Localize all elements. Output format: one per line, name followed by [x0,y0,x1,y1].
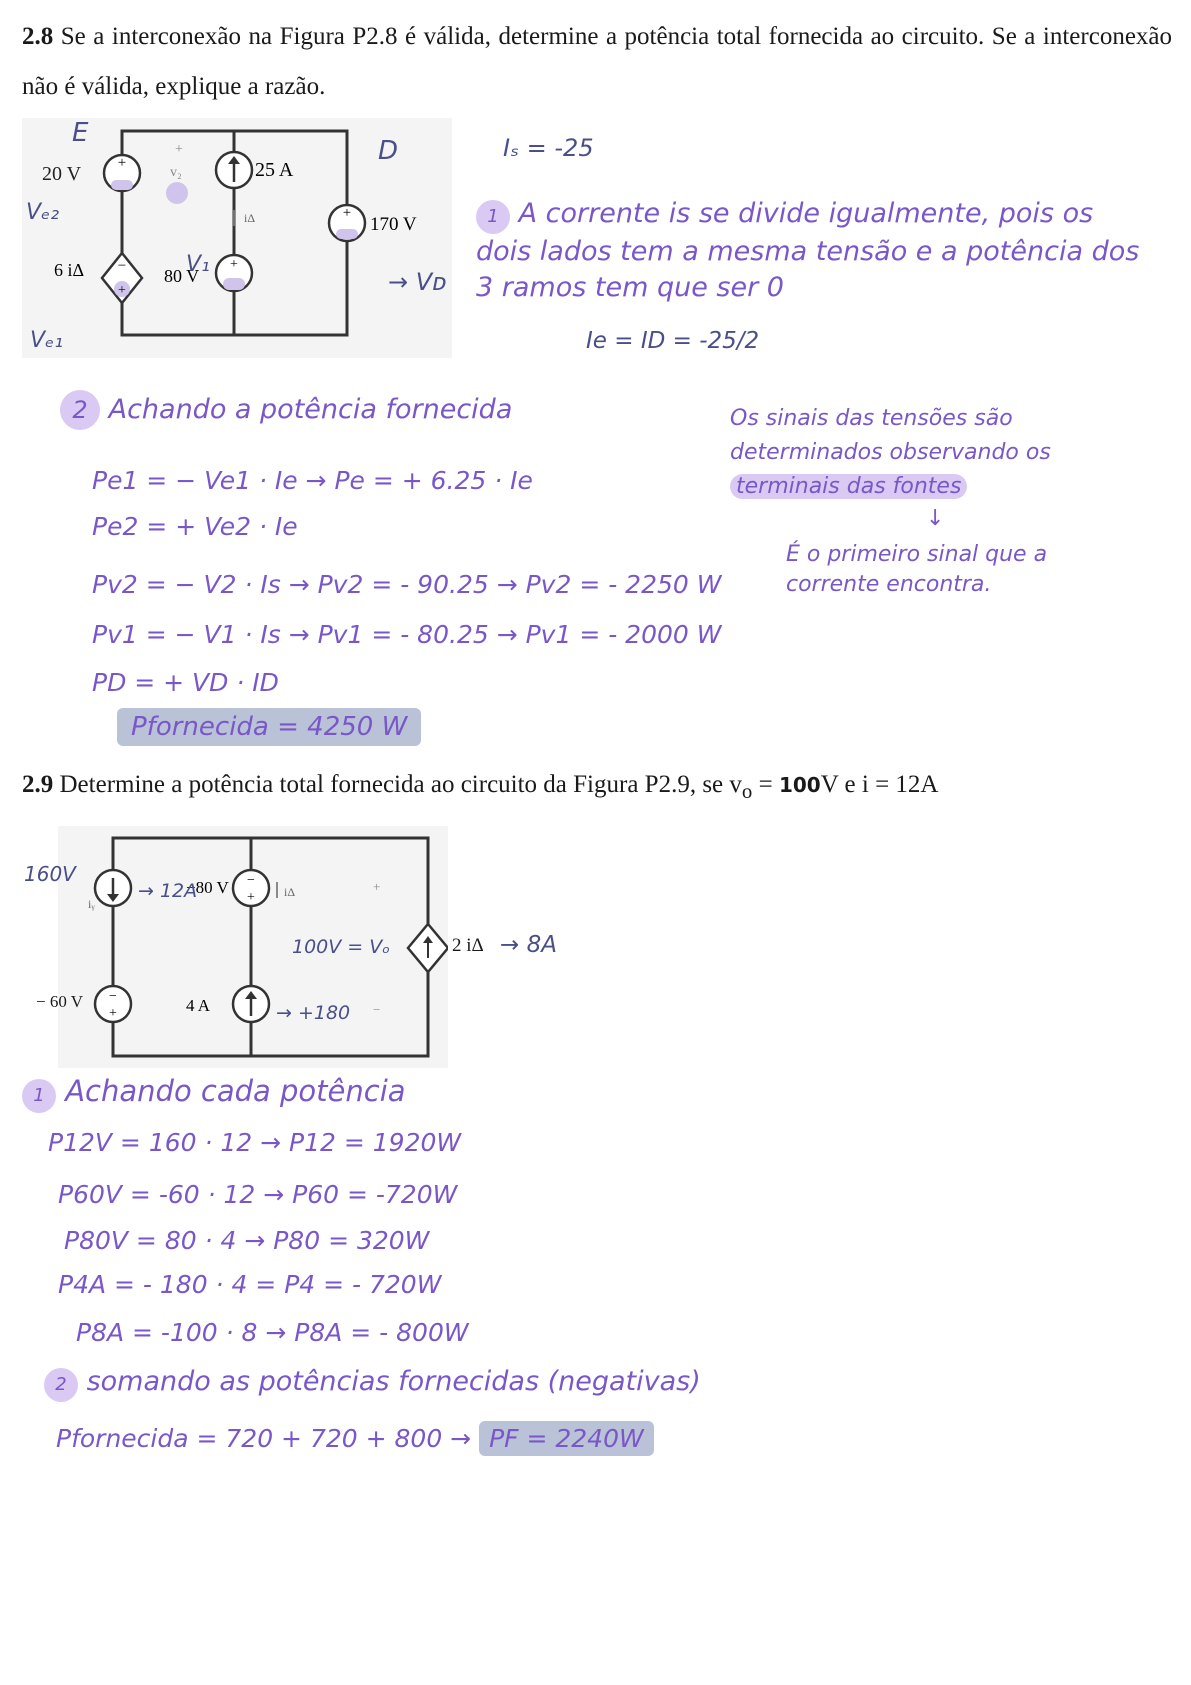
minus-highlight [166,182,188,204]
p28-step2-line-4: Pv1 = − V1 · Is → Pv1 = - 80.25 → Pv1 = - 2000 W [92,620,722,649]
annotation-160v: 160V [24,862,76,886]
problem-2-9-statement [22,760,1172,816]
p29-step1-line-4: P4A = - 180 · 4 = P4 = - 720W [58,1270,442,1299]
minus-sign: − [247,873,255,888]
label-6i: 6 iΔ [54,260,85,280]
step2-formula: Pfornecida = 720 + 720 + 800 → [56,1424,472,1453]
minus-highlight [336,229,358,239]
step2-title: somando as potências fornecidas (negativas) [86,1366,701,1397]
annotation-8a: → 8A [500,932,557,958]
annotation-v1: V₁ [186,252,210,277]
annotation-ve1: Vₑ₁ [30,328,64,353]
label-80v: −80 V [186,878,229,897]
vo-subscript: o [741,779,753,803]
problem-text-end: V e i = 12A [820,771,939,798]
step-number-badge: 1 [476,200,510,234]
annotation-100v: 100V = Vₒ [292,936,391,958]
minus-highlight [111,180,133,190]
annotation-12a: → 12A [138,880,198,902]
minus-sign: − [109,989,117,1004]
vo-value: 100 [778,773,821,797]
step-number-badge: 2 [44,1368,78,1402]
p29-step1-line-3: P80V = 80 · 4 → P80 = 320W [64,1226,430,1255]
annotation-ve2: Vₑ₂ [26,200,60,225]
down-arrow-icon: ↓ [926,506,945,531]
plus-sign: + [342,205,352,221]
label-170v: 170 V [370,214,417,235]
plus-sign: + [373,879,381,894]
p29-step1-line-2: P60V = -60 · 12 → P60 = -720W [58,1180,458,1209]
p28-step2-line-2: Pe2 = + Ve2 · Ie [92,512,298,541]
label-20v: 20 V [42,163,82,185]
minus-highlight [223,278,245,290]
plus-sign: + [118,283,126,298]
label-idelta: iΔ [244,211,256,225]
label-80v: 80 V [164,266,200,286]
problem-2-8-statement [22,12,1172,112]
annotation-e: E [72,118,89,148]
plus-sign: + [247,890,255,905]
step2-title: Achando a potência fornecida [108,394,513,425]
label-25a: 25 A [255,159,294,181]
p28-step2-line-5: PD = + VD · ID [92,668,279,697]
p28-step2-line-1: Pe1 = − Ve1 · Ie → Pe = + 6.25 · Ie [92,466,533,495]
plus-sign: + [175,142,183,157]
annotation-180: → +180 [276,1002,351,1024]
minus-sign: − [117,258,127,274]
problem-eq: = [758,771,779,798]
annotation-vd: → Vᴅ [388,268,447,296]
label-2i: 2 iΔ [452,935,484,956]
p28-step1 [476,196,1146,306]
p29-step2-title [44,1366,701,1402]
problem-number: 2.8 [22,23,54,50]
p28-step2-title [60,390,512,430]
label-60v: − 60 V [36,992,84,1011]
label-4a: 4 A [186,996,211,1015]
p28-side-note [730,402,1110,504]
plus-sign: + [230,257,238,272]
step-number-badge: 1 [22,1079,56,1113]
side-note-highlight: terminais das fontes [730,474,967,499]
side-note-text: Os sinais das tensões são determinados observando os [730,406,1051,465]
minus-sign: − [373,1002,381,1017]
annotation-is: Iₛ = -25 [503,134,594,162]
p28-step2-line-3: Pv2 = − V2 · Is → Pv2 = - 90.25 → Pv2 = - 2250 W [92,570,722,599]
p29-step1-line-1: P12V = 160 · 12 → P12 = 1920W [48,1128,462,1157]
p29-step1-line-5: P8A = -100 · 8 → P8A = - 800W [76,1318,469,1347]
problem-text: Se a interconexão na Figura P2.8 é válida, determine a potência total fornecida ao circuito. Se a interconexão não é válida, explique a razão. [22,23,1173,100]
plus-sign: + [109,1006,117,1021]
step1-text: A corrente is se divide igualmente, pois os dois lados tem a mesma tensão e a potência dos 3 ramos tem que ser 0 [476,198,1140,303]
p28-step1-formula: Ie = ID = -25/2 [586,328,760,354]
p29-step1-title [22,1074,406,1113]
p29-step2-formula-line [56,1424,654,1453]
step1-title: Achando cada potência [65,1074,406,1108]
problem-text: Determine a potência total fornecida ao circuito da Figura P2.9, se v [59,771,742,798]
problem-number: 2.9 [22,771,54,798]
p28-result: Pfornecida = 4250 W [117,708,421,746]
annotation-d: D [378,136,399,166]
step-number-badge: 2 [60,390,100,430]
plus-sign: + [117,155,127,171]
label-idelta: iΔ [284,885,296,899]
label-v2: v₂ [170,165,182,180]
p29-result: PF = 2240W [479,1421,654,1456]
side-note-conclusion: É o primeiro sinal que a corrente encontra. [786,542,1048,597]
label-ig: iᵧ [88,897,95,911]
